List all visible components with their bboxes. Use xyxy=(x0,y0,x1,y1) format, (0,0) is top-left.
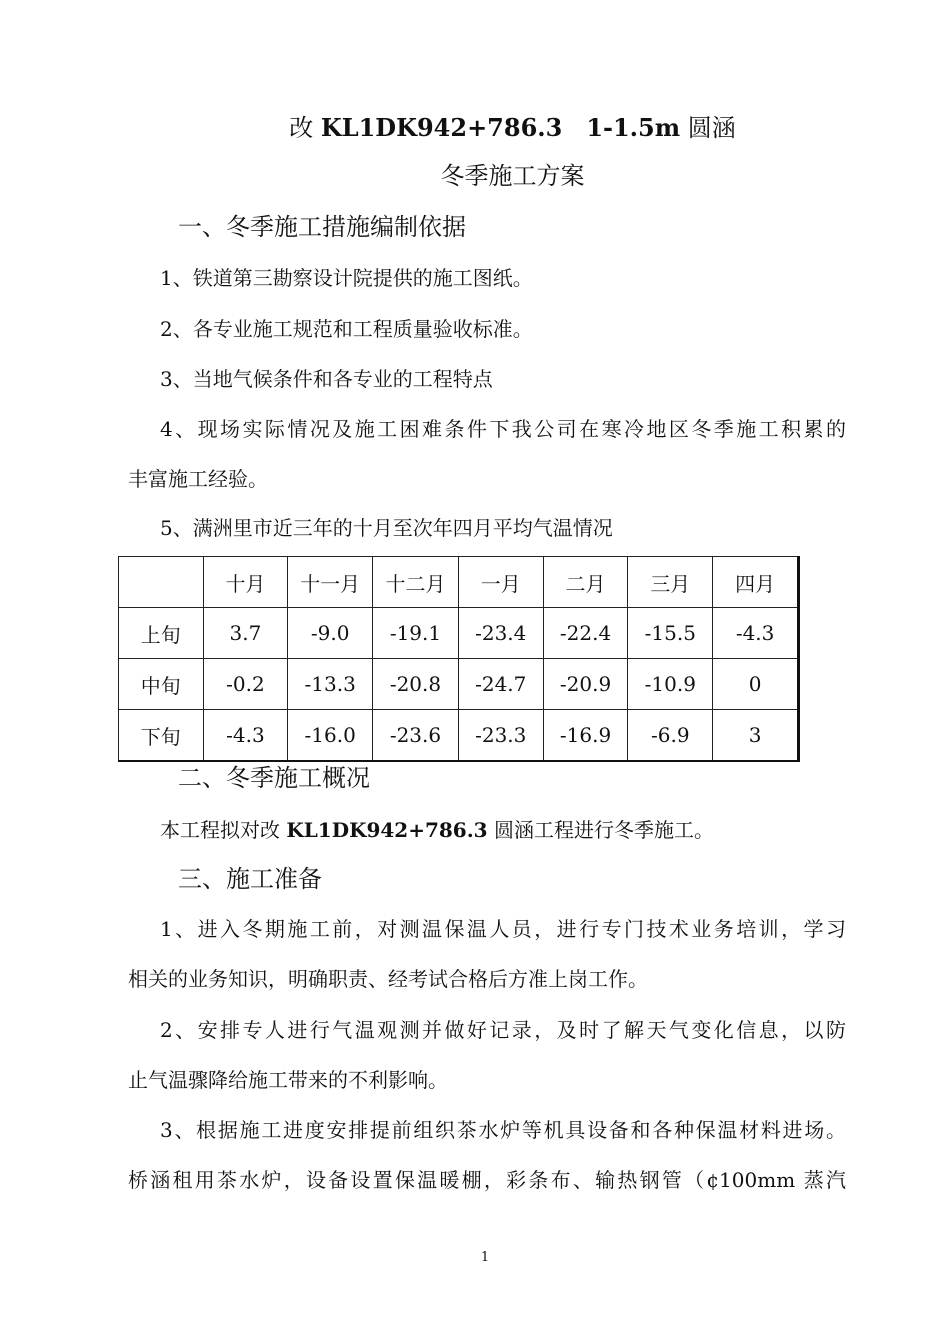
column-header: 十二月 xyxy=(373,557,459,608)
table-cell: -22.4 xyxy=(543,608,628,659)
table-cell: -23.3 xyxy=(458,710,543,762)
row-label: 上旬 xyxy=(119,608,204,659)
document-title xyxy=(0,110,950,146)
table-cell: 3.7 xyxy=(203,608,288,659)
section3-line-3: 2、安排专人进行气温观测并做好记录，及时了解天气变化信息，以防 xyxy=(160,1018,846,1042)
table-row xyxy=(119,710,799,762)
table-cell: -0.2 xyxy=(203,659,288,710)
table-cell: -15.5 xyxy=(628,608,713,659)
section2-heading: 二、冬季施工概况 xyxy=(178,764,370,792)
column-header: 十一月 xyxy=(288,557,373,608)
section3-line-6: 桥涵租用茶水炉，设备设置保温暖棚，彩条布、输热钢管（¢100mm 蒸汽 xyxy=(128,1168,846,1192)
table-cell: -4.3 xyxy=(713,608,799,659)
title-prefix: 改 xyxy=(289,114,321,142)
section1-item-2: 2、各专业施工规范和工程质量验收标准。 xyxy=(160,317,533,341)
section3-line-4: 止气温骤降给施工带来的不利影响。 xyxy=(128,1068,448,1092)
section1-item-4-cont: 丰富施工经验。 xyxy=(128,467,268,491)
table-cell: -23.4 xyxy=(458,608,543,659)
title-suffix: 圆涵 xyxy=(680,114,736,142)
table-row xyxy=(119,608,799,659)
row-label: 下旬 xyxy=(119,710,204,762)
section1-item-1: 1、铁道第三勘察设计院提供的施工图纸。 xyxy=(160,266,533,290)
table-cell: -20.8 xyxy=(373,659,459,710)
table-cell: -4.3 xyxy=(203,710,288,762)
title-code: KL1DK942+786.3 1-1.5m xyxy=(320,113,681,142)
document-subtitle: 冬季施工方案 xyxy=(440,162,585,190)
temperature-table xyxy=(118,556,800,762)
section3-heading: 三、施工准备 xyxy=(178,865,322,893)
table-cell: -6.9 xyxy=(628,710,713,762)
column-header: 一月 xyxy=(458,557,543,608)
section1-heading: 一、冬季施工措施编制依据 xyxy=(178,213,466,241)
table-cell: -19.1 xyxy=(373,608,459,659)
section1-item-4: 4、现场实际情况及施工困难条件下我公司在寒冷地区冬季施工积累的 xyxy=(160,417,846,441)
table-header-row xyxy=(119,557,799,608)
section2-text-suffix: 圆涵工程进行冬季施工。 xyxy=(487,818,714,842)
table-cell: -20.9 xyxy=(543,659,628,710)
table-cell: -9.0 xyxy=(288,608,373,659)
table-cell: -23.6 xyxy=(373,710,459,762)
table-row xyxy=(119,659,799,710)
section3-line-2: 相关的业务知识，明确职责、经考试合格后方准上岗工作。 xyxy=(128,967,648,991)
table-cell: -13.3 xyxy=(288,659,373,710)
page-number: 1 xyxy=(480,1250,490,1265)
table-cell: -24.7 xyxy=(458,659,543,710)
column-header: 三月 xyxy=(628,557,713,608)
section1-item-5: 5、满洲里市近三年的十月至次年四月平均气温情况 xyxy=(160,516,613,540)
section1-item-3: 3、当地气候条件和各专业的工程特点 xyxy=(160,367,493,391)
table-cell: -16.0 xyxy=(288,710,373,762)
table-cell: -10.9 xyxy=(628,659,713,710)
table-cell: 0 xyxy=(713,659,799,710)
column-header: 十月 xyxy=(203,557,288,608)
section2-project-code: KL1DK942+786.3 xyxy=(286,818,488,842)
section2-text xyxy=(160,815,714,845)
table-corner-cell xyxy=(119,557,204,608)
column-header: 四月 xyxy=(713,557,799,608)
column-header: 二月 xyxy=(543,557,628,608)
table-cell: 3 xyxy=(713,710,799,762)
section2-text-prefix: 本工程拟对改 xyxy=(160,818,287,842)
section3-line-1: 1、进入冬期施工前，对测温保温人员，进行专门技术业务培训，学习 xyxy=(160,917,846,941)
section3-line-5: 3、根据施工进度安排提前组织茶水炉等机具设备和各种保温材料进场。 xyxy=(160,1118,846,1142)
row-label: 中旬 xyxy=(119,659,204,710)
table-cell: -16.9 xyxy=(543,710,628,762)
